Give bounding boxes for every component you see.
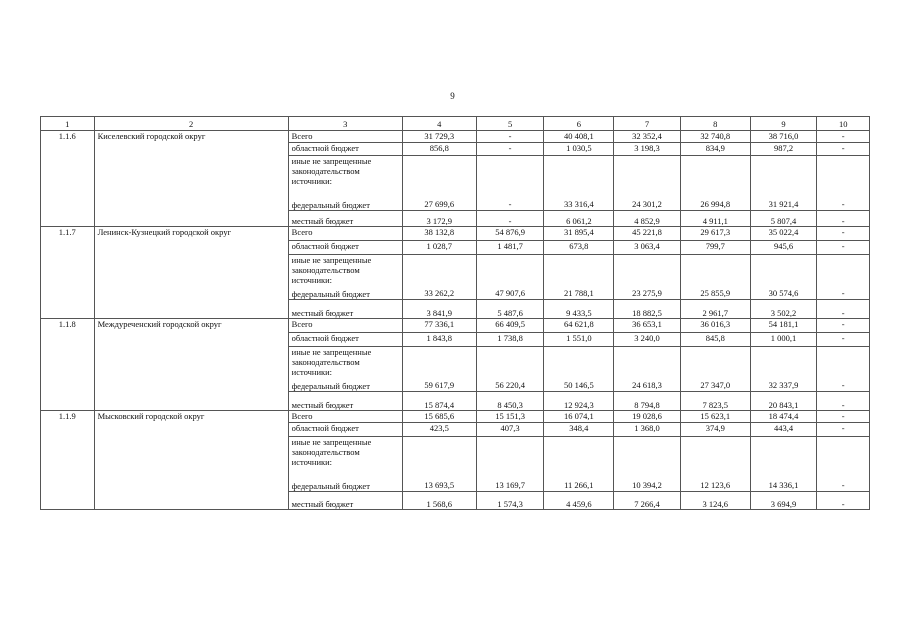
value-cell: 7 823,5 <box>680 392 750 411</box>
source-label: местный бюджет <box>288 392 402 411</box>
section-total-row <box>41 319 870 333</box>
value-cell: 33 316,4 <box>544 156 614 211</box>
value-cell: - <box>817 241 870 255</box>
value-cell: - <box>817 319 870 333</box>
value-cell: 12 924,3 <box>544 392 614 411</box>
section-code: 1.1.7 <box>41 227 95 319</box>
section-name: Междуреченский городской округ <box>94 319 288 411</box>
value-cell: 30 574,6 <box>750 255 817 300</box>
value-cell: 18 882,5 <box>614 300 681 319</box>
value-cell: 13 169,7 <box>476 437 544 492</box>
source-label: областной бюджет <box>288 241 402 255</box>
value-cell: 1 843,8 <box>402 333 476 347</box>
source-label: местный бюджет <box>288 300 402 319</box>
federal-label: федеральный бюджет <box>291 200 370 210</box>
source-label: местный бюджет <box>288 211 402 227</box>
value-cell: 1 368,0 <box>614 423 681 437</box>
value-cell: 15 874,4 <box>402 392 476 411</box>
value-cell: 6 061,2 <box>544 211 614 227</box>
value-cell: 19 028,6 <box>614 411 681 423</box>
value-cell: 20 843,1 <box>750 392 817 411</box>
budget-table <box>40 116 870 510</box>
header-cell: 8 <box>680 117 750 131</box>
value-cell: 3 240,0 <box>614 333 681 347</box>
federal-label: федеральный бюджет <box>291 481 370 491</box>
value-cell: 945,6 <box>750 241 817 255</box>
value-cell: - <box>476 156 544 211</box>
value-cell: 50 146,5 <box>544 347 614 392</box>
header-cell: 4 <box>402 117 476 131</box>
value-cell: - <box>817 255 870 300</box>
header-cell: 3 <box>288 117 402 131</box>
value-cell: 54 876,9 <box>476 227 544 241</box>
value-cell: 15 151,3 <box>476 411 544 423</box>
value-cell: 348,4 <box>544 423 614 437</box>
value-cell: 3 841,9 <box>402 300 476 319</box>
value-cell: 1 574,3 <box>476 492 544 510</box>
value-cell: 1 028,7 <box>402 241 476 255</box>
value-cell: 29 617,3 <box>680 227 750 241</box>
section-total-row <box>41 411 870 423</box>
section-code: 1.1.9 <box>41 411 95 510</box>
value-cell: 856,8 <box>402 143 476 156</box>
value-cell: 36 016,3 <box>680 319 750 333</box>
value-cell: 7 266,4 <box>614 492 681 510</box>
source-label <box>288 437 402 492</box>
value-cell: 18 474,4 <box>750 411 817 423</box>
value-cell: 1 568,6 <box>402 492 476 510</box>
value-cell: 11 266,1 <box>544 437 614 492</box>
other-sources-label: иные не запрещенные законодательством источники: <box>291 347 372 377</box>
value-cell: 4 911,1 <box>680 211 750 227</box>
source-label: Всего <box>288 411 402 423</box>
header-cell: 7 <box>614 117 681 131</box>
source-label <box>288 255 402 300</box>
value-cell: 26 994,8 <box>680 156 750 211</box>
section-name: Ленинск-Кузнецкий городской округ <box>94 227 288 319</box>
value-cell: 16 074,1 <box>544 411 614 423</box>
page-number: 9 <box>450 91 455 101</box>
section-total-row <box>41 227 870 241</box>
header-cell: 1 <box>41 117 95 131</box>
value-cell: 14 336,1 <box>750 437 817 492</box>
source-label <box>288 156 402 211</box>
value-cell: - <box>817 423 870 437</box>
value-cell: 33 262,2 <box>402 255 476 300</box>
value-cell: 834,9 <box>680 143 750 156</box>
value-cell: 1 030,5 <box>544 143 614 156</box>
value-cell: - <box>817 492 870 510</box>
value-cell: 15 623,1 <box>680 411 750 423</box>
header-cell: 9 <box>750 117 817 131</box>
value-cell: 1 551,0 <box>544 333 614 347</box>
value-cell: 25 855,9 <box>680 255 750 300</box>
value-cell: 64 621,8 <box>544 319 614 333</box>
value-cell: 5 487,6 <box>476 300 544 319</box>
value-cell: - <box>817 211 870 227</box>
value-cell: 845,8 <box>680 333 750 347</box>
other-sources-label: иные не запрещенные законодательством источники: <box>291 156 372 186</box>
value-cell: 24 618,3 <box>614 347 681 392</box>
source-label: местный бюджет <box>288 492 402 510</box>
value-cell: - <box>817 156 870 211</box>
value-cell: 5 807,4 <box>750 211 817 227</box>
value-cell: 673,8 <box>544 241 614 255</box>
value-cell: 10 394,2 <box>614 437 681 492</box>
value-cell: 47 907,6 <box>476 255 544 300</box>
value-cell: 27 347,0 <box>680 347 750 392</box>
header-cell: 2 <box>94 117 288 131</box>
source-label: областной бюджет <box>288 423 402 437</box>
value-cell: - <box>817 300 870 319</box>
value-cell: 4 459,6 <box>544 492 614 510</box>
value-cell: - <box>476 143 544 156</box>
other-sources-label: иные не запрещенные законодательством источники: <box>291 437 372 467</box>
value-cell: 15 685,6 <box>402 411 476 423</box>
federal-label: федеральный бюджет <box>291 289 370 299</box>
value-cell: - <box>817 227 870 241</box>
source-label <box>288 347 402 392</box>
value-cell: - <box>476 131 544 143</box>
value-cell: - <box>817 333 870 347</box>
source-label: Всего <box>288 131 402 143</box>
header-cell: 6 <box>544 117 614 131</box>
value-cell: - <box>817 392 870 411</box>
section-name: Киселевский городской округ <box>94 131 288 227</box>
value-cell: - <box>476 211 544 227</box>
value-cell: 59 617,9 <box>402 347 476 392</box>
value-cell: 987,2 <box>750 143 817 156</box>
section-name: Мысковский городской округ <box>94 411 288 510</box>
section-code: 1.1.8 <box>41 319 95 411</box>
value-cell: 3 694,9 <box>750 492 817 510</box>
value-cell: 407,3 <box>476 423 544 437</box>
value-cell: 77 336,1 <box>402 319 476 333</box>
source-label: Всего <box>288 227 402 241</box>
federal-label: федеральный бюджет <box>291 381 370 391</box>
value-cell: 2 961,7 <box>680 300 750 319</box>
value-cell: 40 408,1 <box>544 131 614 143</box>
source-label: областной бюджет <box>288 333 402 347</box>
source-label: Всего <box>288 319 402 333</box>
value-cell: 13 693,5 <box>402 437 476 492</box>
value-cell: 38 716,0 <box>750 131 817 143</box>
value-cell: - <box>817 143 870 156</box>
value-cell: 9 433,5 <box>544 300 614 319</box>
value-cell: - <box>817 131 870 143</box>
value-cell: 36 653,1 <box>614 319 681 333</box>
value-cell: 12 123,6 <box>680 437 750 492</box>
value-cell: 45 221,8 <box>614 227 681 241</box>
value-cell: 8 794,8 <box>614 392 681 411</box>
value-cell: 27 699,6 <box>402 156 476 211</box>
section-code: 1.1.6 <box>41 131 95 227</box>
value-cell: 423,5 <box>402 423 476 437</box>
value-cell: 32 337,9 <box>750 347 817 392</box>
value-cell: 32 740,8 <box>680 131 750 143</box>
value-cell: 443,4 <box>750 423 817 437</box>
value-cell: 35 022,4 <box>750 227 817 241</box>
header-row <box>41 117 870 131</box>
value-cell: 3 198,3 <box>614 143 681 156</box>
value-cell: 54 181,1 <box>750 319 817 333</box>
value-cell: - <box>817 437 870 492</box>
value-cell: 38 132,8 <box>402 227 476 241</box>
value-cell: 21 788,1 <box>544 255 614 300</box>
value-cell: 32 352,4 <box>614 131 681 143</box>
value-cell: - <box>817 411 870 423</box>
value-cell: - <box>817 347 870 392</box>
value-cell: 1 481,7 <box>476 241 544 255</box>
value-cell: 1 738,8 <box>476 333 544 347</box>
value-cell: 31 895,4 <box>544 227 614 241</box>
value-cell: 56 220,4 <box>476 347 544 392</box>
value-cell: 3 502,2 <box>750 300 817 319</box>
other-sources-label: иные не запрещенные законодательством источники: <box>291 255 372 285</box>
source-label: областной бюджет <box>288 143 402 156</box>
value-cell: 3 172,9 <box>402 211 476 227</box>
value-cell: 31 729,3 <box>402 131 476 143</box>
section-total-row <box>41 131 870 143</box>
value-cell: 31 921,4 <box>750 156 817 211</box>
value-cell: 66 409,5 <box>476 319 544 333</box>
header-cell: 10 <box>817 117 870 131</box>
value-cell: 24 301,2 <box>614 156 681 211</box>
value-cell: 23 275,9 <box>614 255 681 300</box>
value-cell: 8 450,3 <box>476 392 544 411</box>
value-cell: 374,9 <box>680 423 750 437</box>
value-cell: 3 063,4 <box>614 241 681 255</box>
value-cell: 3 124,6 <box>680 492 750 510</box>
value-cell: 799,7 <box>680 241 750 255</box>
header-cell: 5 <box>476 117 544 131</box>
value-cell: 4 852,9 <box>614 211 681 227</box>
value-cell: 1 000,1 <box>750 333 817 347</box>
